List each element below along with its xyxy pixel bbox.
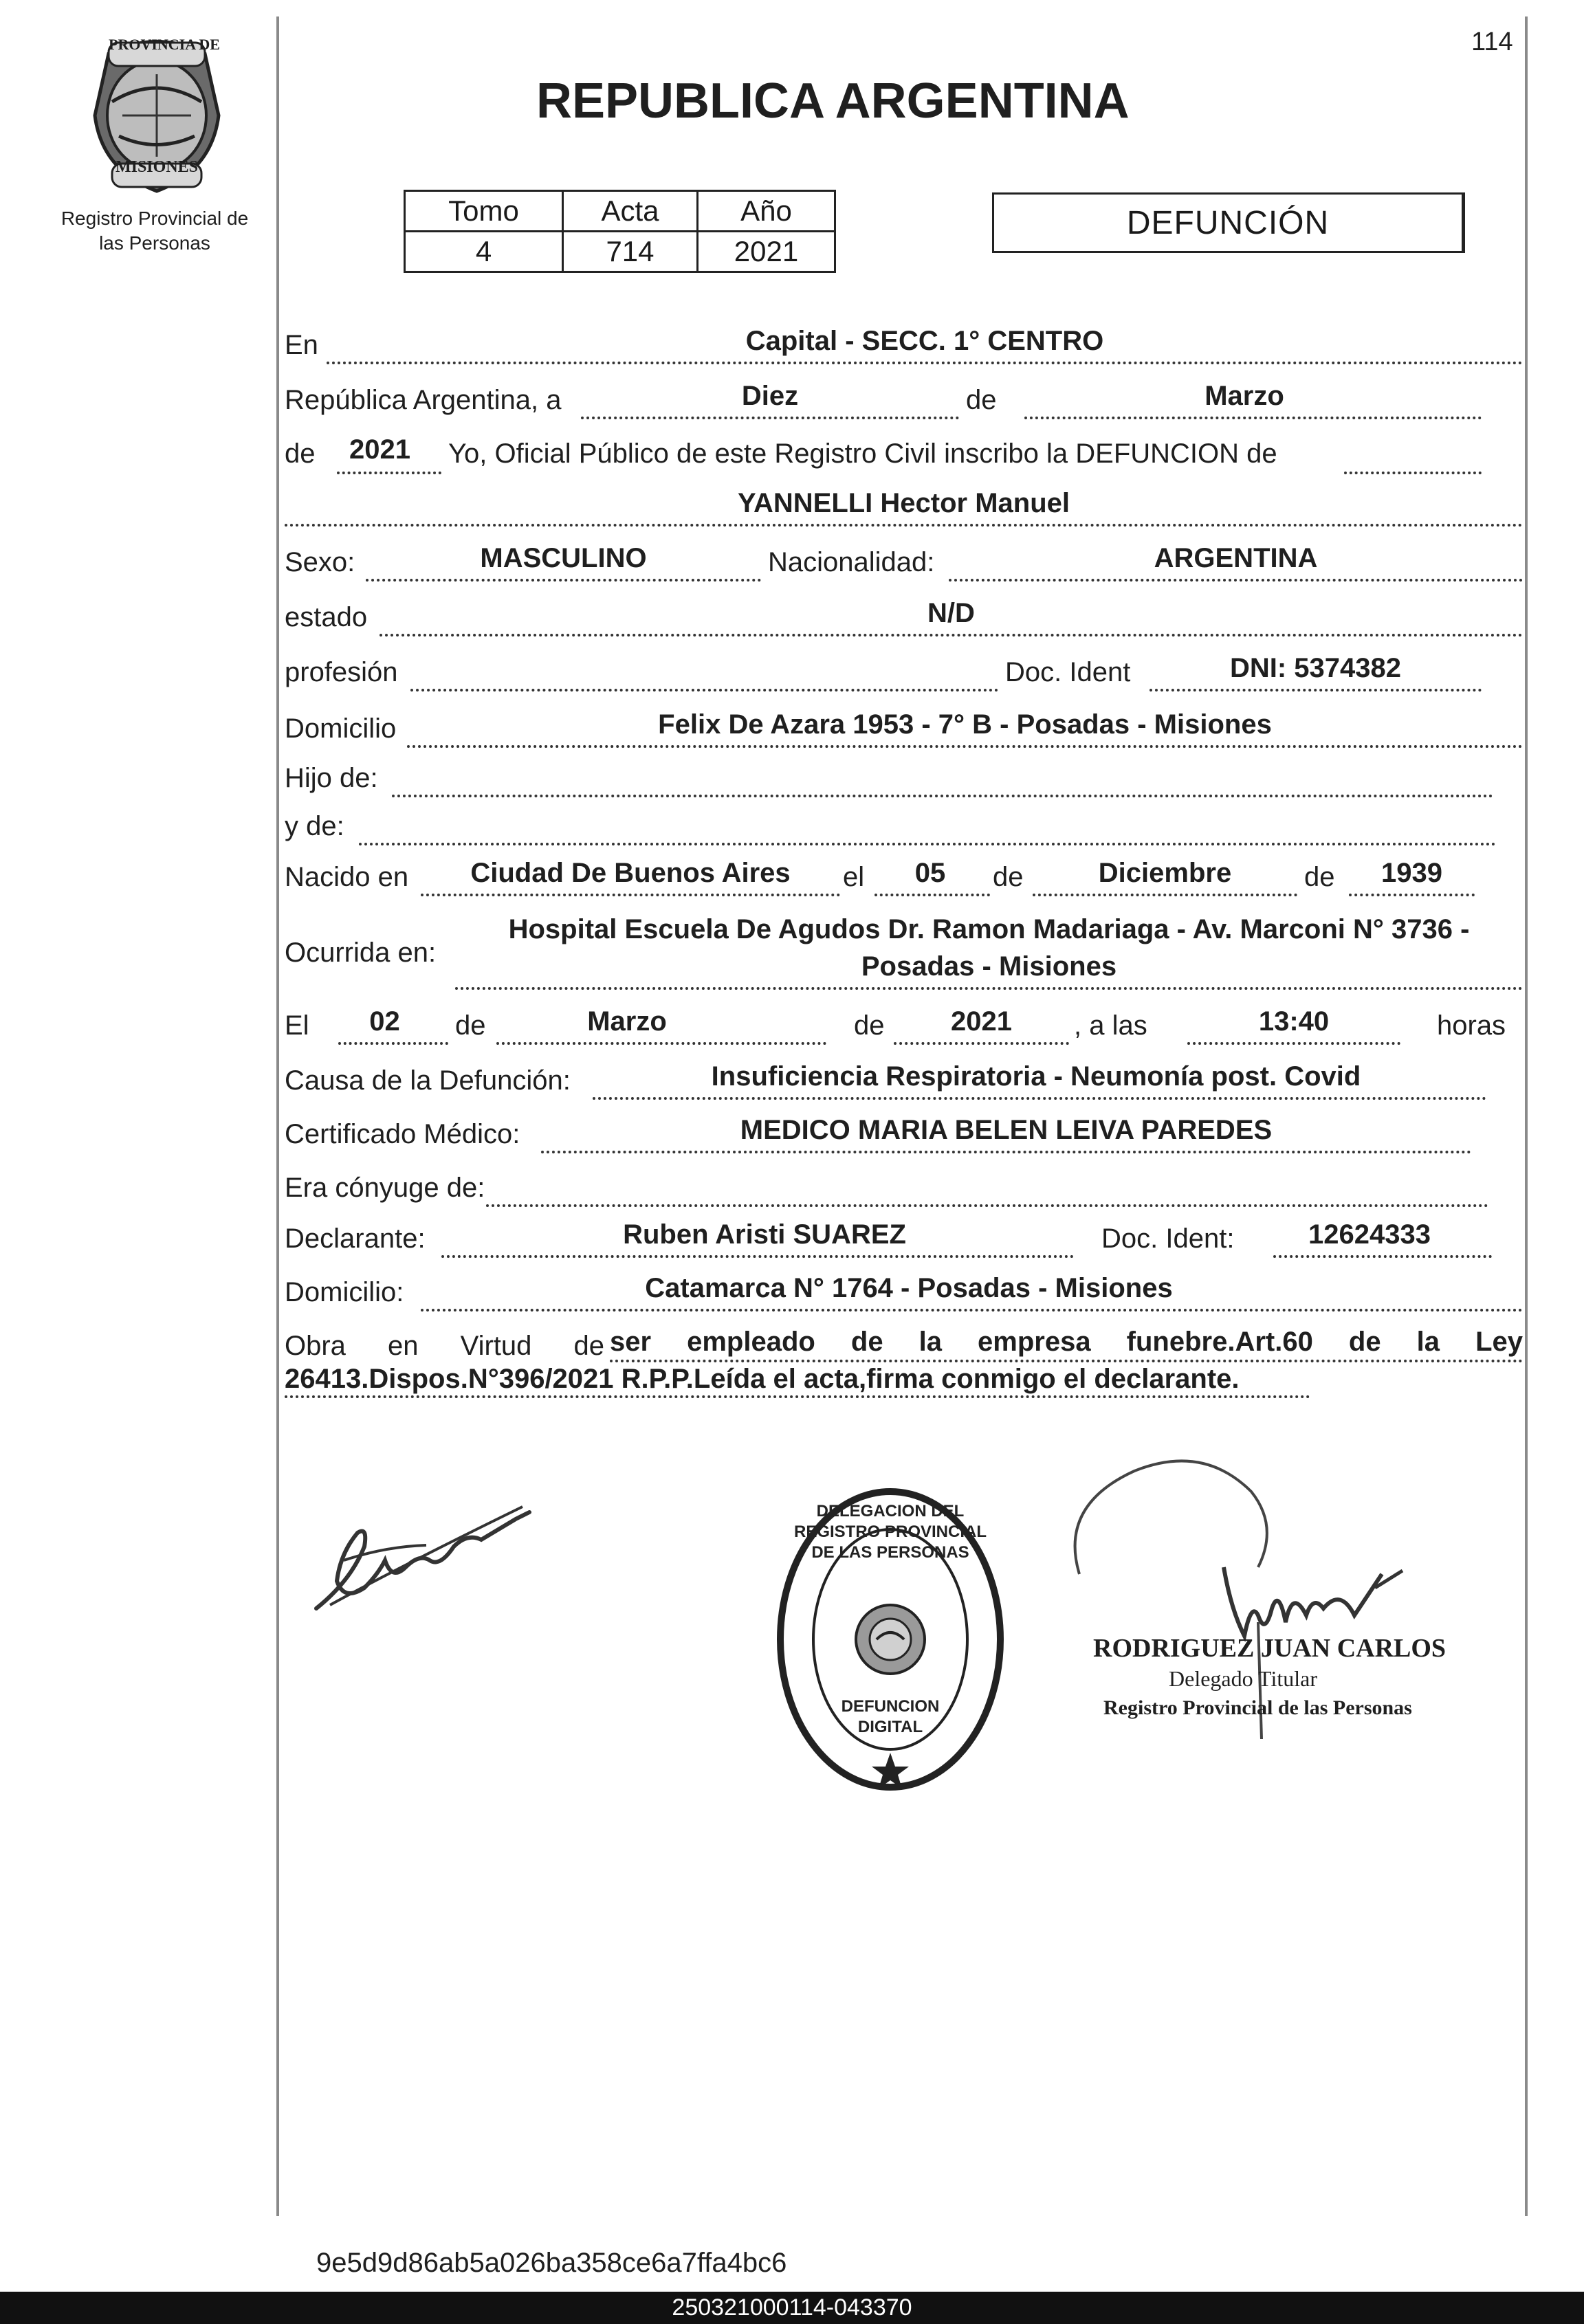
field-doc-ident: DNI: 5374382 bbox=[1229, 653, 1402, 683]
record-table-header: Año bbox=[698, 191, 835, 232]
label-doc-ident-declarante: Doc. Ident: bbox=[1101, 1224, 1235, 1254]
rule bbox=[610, 1360, 1523, 1362]
record-type: DEFUNCIÓN bbox=[1126, 204, 1330, 241]
field-nacido-en: Ciudad De Buenos Aires bbox=[470, 858, 791, 888]
rule bbox=[486, 1204, 1488, 1207]
label-de: de bbox=[966, 385, 997, 415]
field-lugar: Capital - SECC. 1° CENTRO bbox=[745, 326, 1104, 356]
field-dia: Diez bbox=[741, 381, 799, 411]
document-hash: 9e5d9d86ab5a026ba358ce6a7ffa4bc6 bbox=[316, 2248, 787, 2278]
field-def-anio: 2021 bbox=[951, 1006, 1012, 1037]
record-table bbox=[404, 190, 836, 273]
rule bbox=[1349, 894, 1475, 896]
label-conyuge: Era cónyuge de: bbox=[285, 1173, 485, 1203]
label-a-las: , a las bbox=[1074, 1010, 1147, 1041]
declarant-signature bbox=[302, 1464, 536, 1622]
rule bbox=[1024, 417, 1482, 419]
field-def-dia: 02 bbox=[369, 1006, 400, 1037]
label-de: de bbox=[1304, 862, 1335, 892]
field-domicilio: Felix De Azara 1953 - 7° B - Posadas - Misiones bbox=[658, 709, 1272, 740]
rule bbox=[496, 1042, 826, 1045]
label-causa: Causa de la Defunción: bbox=[285, 1065, 571, 1096]
record-table-cell: 2021 bbox=[698, 232, 835, 272]
rule bbox=[593, 1097, 1486, 1100]
rule bbox=[874, 894, 990, 896]
record-table-cell: 714 bbox=[563, 232, 698, 272]
label-domicilio: Domicilio bbox=[285, 713, 397, 744]
rule bbox=[1187, 1042, 1400, 1045]
rule bbox=[455, 987, 1523, 990]
rule bbox=[949, 579, 1523, 582]
official-role: Delegado Titular bbox=[1169, 1666, 1317, 1691]
field-declarante-doc: 12624333 bbox=[1308, 1219, 1431, 1250]
rule bbox=[1344, 472, 1482, 474]
field-declarante-domicilio: Catamarca N° 1764 - Posadas - Misiones bbox=[645, 1273, 1173, 1303]
field-ocurrida-line2: Posadas - Misiones bbox=[861, 951, 1117, 982]
rule bbox=[1273, 1255, 1492, 1258]
label-republica: República Argentina, a bbox=[285, 385, 562, 415]
field-nombre: YANNELLI Hector Manuel bbox=[737, 488, 1070, 518]
record-table-header: Tomo bbox=[405, 191, 563, 232]
field-nacionalidad: ARGENTINA bbox=[1154, 543, 1318, 573]
rule bbox=[285, 524, 1523, 527]
label-horas: horas bbox=[1437, 1010, 1506, 1041]
field-sexo: MASCULINO bbox=[480, 543, 647, 573]
field-estado: N/D bbox=[927, 598, 975, 628]
field-ocurrida-line1: Hospital Escuela De Agudos Dr. Ramon Madariaga - Av. Marconi N° 3736 - bbox=[508, 914, 1470, 944]
label-de: de bbox=[854, 1010, 885, 1041]
field-def-mes: Marzo bbox=[587, 1006, 667, 1037]
record-table-cell: 4 bbox=[405, 232, 563, 272]
rule bbox=[894, 1042, 1069, 1045]
footer-bar bbox=[0, 2292, 1584, 2324]
registry-line-2: las Personas bbox=[99, 232, 210, 254]
left-margin-line bbox=[276, 16, 279, 2216]
record-type-box bbox=[992, 192, 1465, 253]
rule bbox=[441, 1255, 1074, 1258]
official-name: RODRIGUEZ JUAN CARLOS bbox=[1093, 1634, 1446, 1663]
field-anio: 2021 bbox=[349, 434, 410, 465]
page-title: REPUBLICA ARGENTINA bbox=[536, 74, 1130, 129]
rule bbox=[366, 579, 761, 582]
label-obra: Obra en Virtud de bbox=[285, 1331, 604, 1361]
label-de: de bbox=[285, 439, 316, 469]
rule bbox=[1033, 894, 1297, 896]
rule bbox=[407, 745, 1523, 748]
rule bbox=[285, 1395, 1310, 1398]
label-sexo: Sexo: bbox=[285, 547, 355, 577]
seal-inner-text: DEFUNCION DIGITAL bbox=[841, 1697, 940, 1736]
field-nac-dia: 05 bbox=[914, 858, 946, 888]
barcode-text: 250321000114-043370 bbox=[672, 2294, 912, 2321]
label-de: de bbox=[993, 862, 1024, 892]
label-de: de bbox=[455, 1010, 486, 1041]
rule bbox=[380, 634, 1523, 637]
label-ocurrida-en: Ocurrida en: bbox=[285, 938, 437, 968]
logo-text-bottom: MISIONES bbox=[115, 158, 199, 176]
seal-outer-text: DELEGACION DEL REGISTRO PROVINCIAL DE LAS PERSONAS bbox=[793, 1502, 987, 1562]
label-yo: Yo, Oficial Público de este Registro Civil inscribo la DEFUNCION de bbox=[448, 439, 1277, 469]
field-nac-anio: 1939 bbox=[1381, 858, 1442, 888]
rule bbox=[392, 795, 1493, 797]
registry-line-1: Registro Provincial de bbox=[60, 208, 249, 229]
field-certificado: MEDICO MARIA BELEN LEIVA PAREDES bbox=[740, 1115, 1273, 1145]
rule bbox=[1150, 689, 1482, 691]
logo-text-top: PROVINCIA DE bbox=[109, 36, 220, 53]
label-hijo-de: Hijo de: bbox=[285, 763, 378, 793]
field-obra-line1: ser empleado de la empresa funebre.Art.60 de la Ley bbox=[610, 1327, 1523, 1357]
field-causa: Insuficiencia Respiratoria - Neumonía post. Covid bbox=[711, 1061, 1361, 1092]
rule bbox=[337, 472, 441, 474]
label-el: el bbox=[843, 862, 865, 892]
label-en: En bbox=[285, 330, 318, 360]
label-estado: estado bbox=[285, 602, 368, 632]
label-nacido-en: Nacido en bbox=[285, 862, 409, 892]
field-nac-mes: Diciembre bbox=[1098, 858, 1232, 888]
label-profesion: profesión bbox=[285, 657, 398, 687]
label-el-cap: El bbox=[285, 1010, 309, 1041]
record-table-header: Acta bbox=[563, 191, 698, 232]
rule bbox=[410, 689, 998, 691]
rule bbox=[421, 1309, 1523, 1312]
rule bbox=[541, 1151, 1471, 1153]
page-number: 114 bbox=[1471, 27, 1513, 56]
field-mes: Marzo bbox=[1204, 381, 1284, 411]
label-doc-ident: Doc. Ident bbox=[1005, 657, 1131, 687]
field-obra-line2: 26413.Dispos.N°396/2021 R.P.P.Leída el acta,firma conmigo el declarante. bbox=[285, 1364, 1240, 1394]
field-def-hora: 13:40 bbox=[1258, 1006, 1330, 1037]
rule bbox=[338, 1042, 448, 1045]
label-y-de: y de: bbox=[285, 811, 344, 841]
official-office: Registro Provincial de las Personas bbox=[1103, 1696, 1412, 1719]
rule bbox=[421, 894, 840, 896]
label-certificado: Certificado Médico: bbox=[285, 1119, 520, 1149]
field-declarante: Ruben Aristi SUAREZ bbox=[623, 1219, 906, 1250]
label-nacionalidad: Nacionalidad: bbox=[768, 547, 935, 577]
rule bbox=[581, 417, 959, 419]
rule bbox=[359, 843, 1496, 845]
right-margin-line bbox=[1525, 16, 1528, 2216]
rule bbox=[327, 362, 1523, 364]
label-domicilio-declarante: Domicilio: bbox=[285, 1277, 404, 1307]
label-declarante: Declarante: bbox=[285, 1224, 426, 1254]
